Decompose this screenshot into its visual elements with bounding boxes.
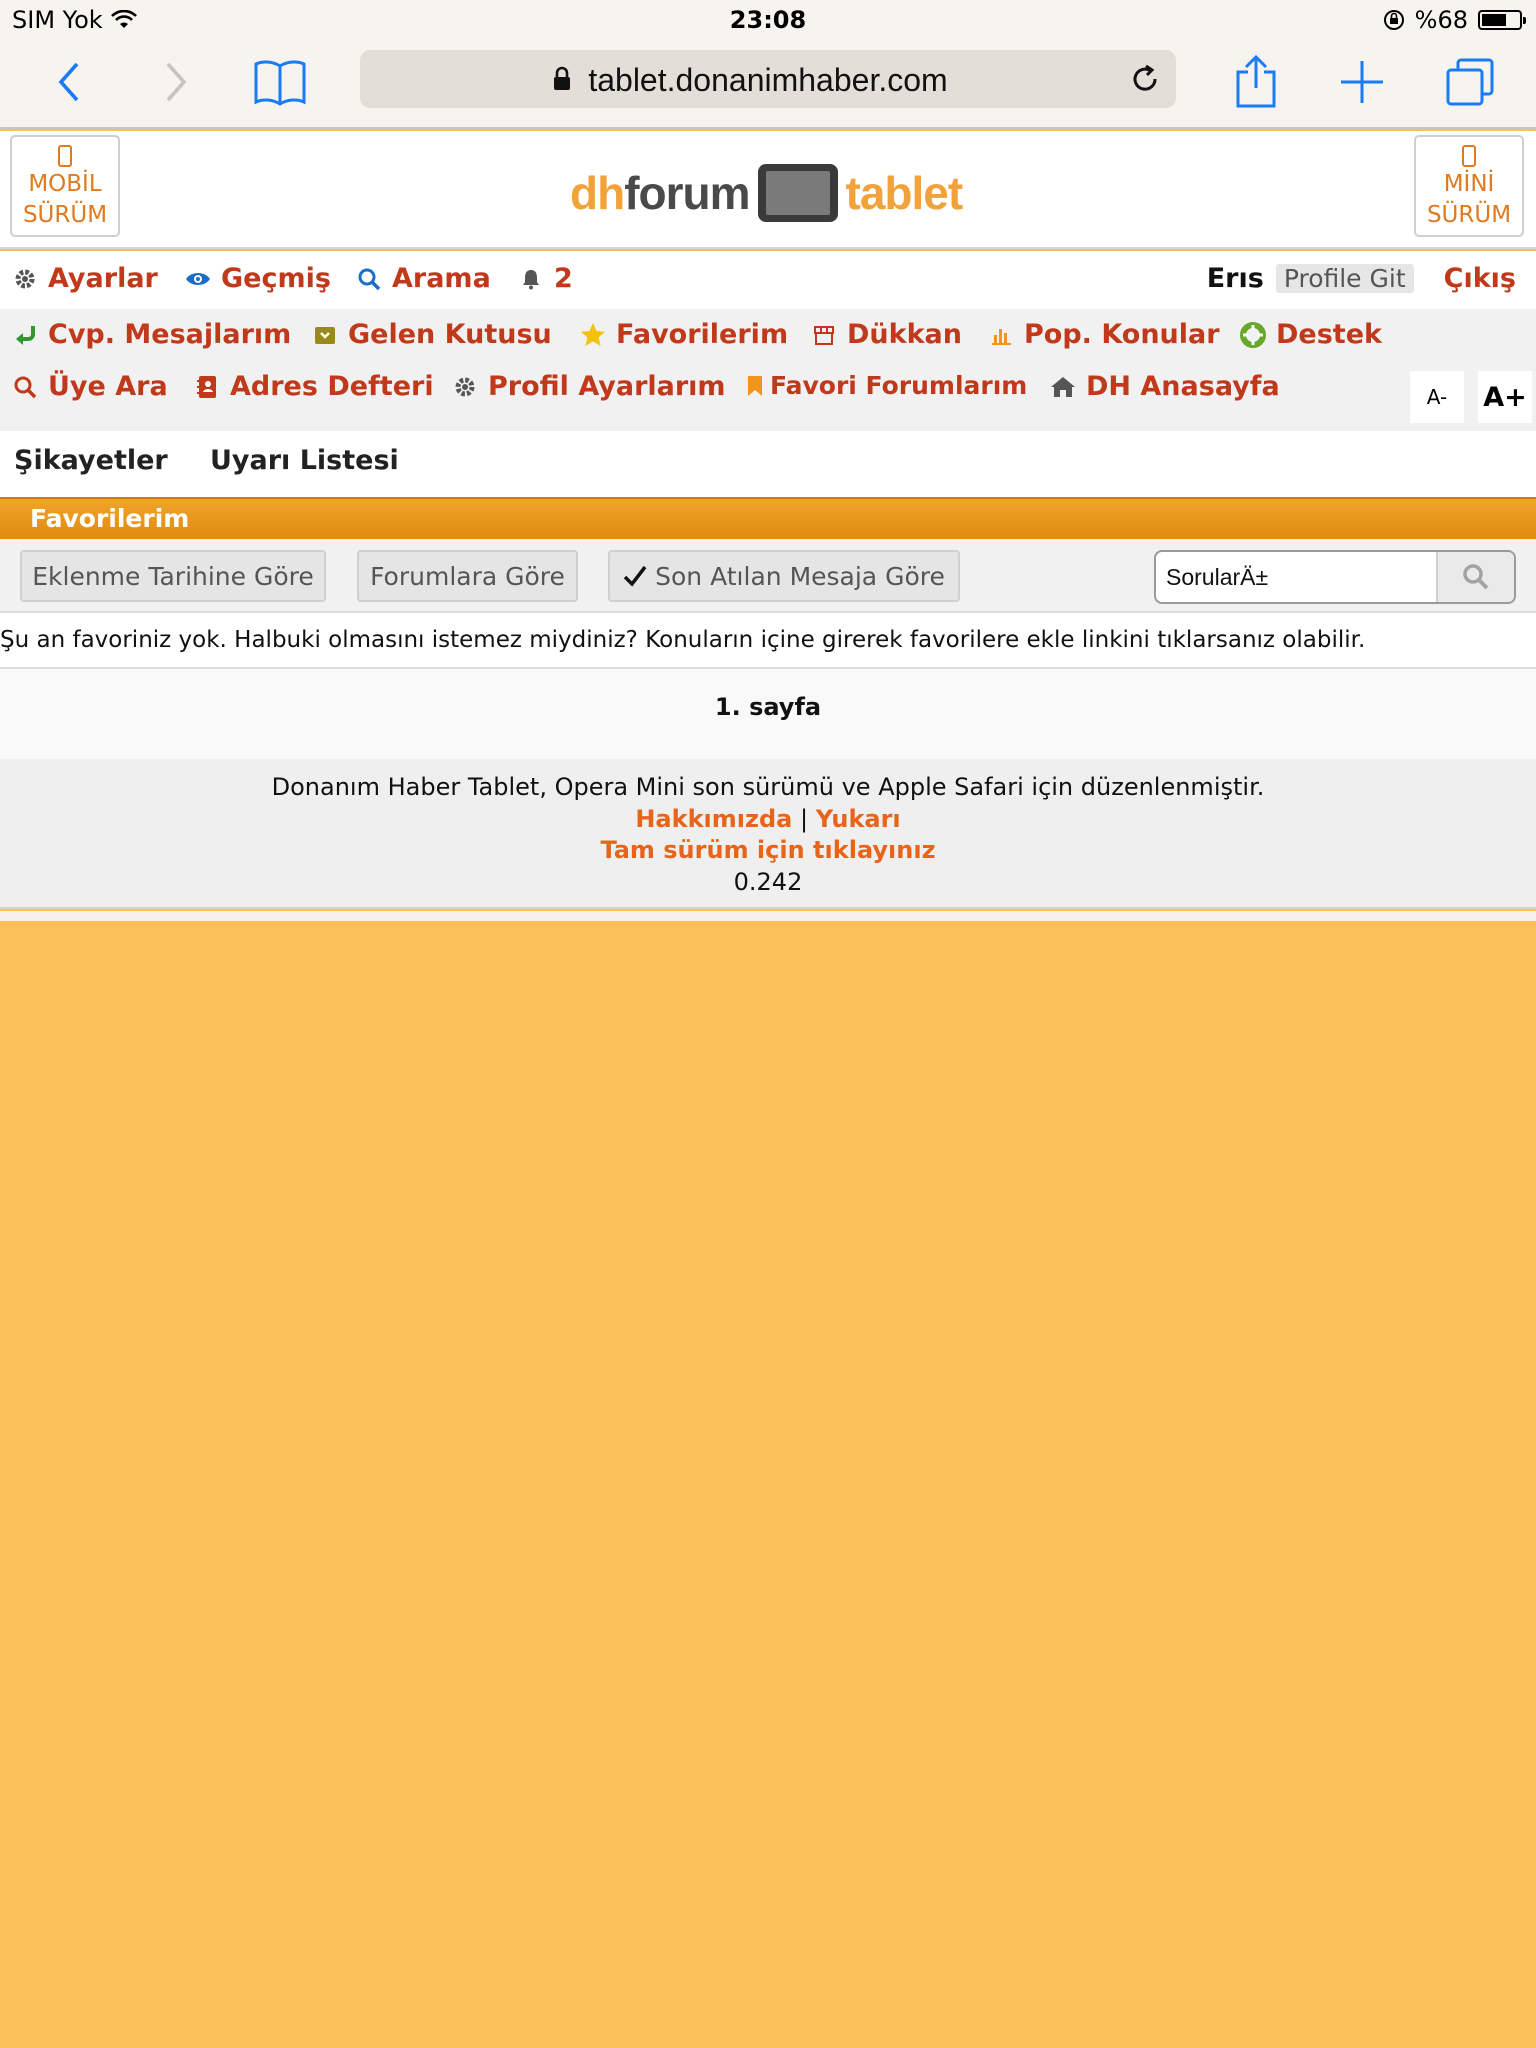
reload-icon[interactable] — [1128, 62, 1162, 96]
mini-version-button[interactable] — [1414, 135, 1524, 237]
nav-settings[interactable] — [12, 263, 158, 294]
logo-dh: dh — [570, 167, 625, 219]
pagination — [0, 669, 1536, 759]
phone-icon — [58, 145, 72, 167]
empty-favorites-message — [0, 613, 1536, 669]
primary-nav — [0, 251, 1536, 309]
nav-shop-label: Dükkan — [847, 319, 962, 350]
nav-home-label: DH Anasayfa — [1086, 371, 1280, 402]
nav-warning-list[interactable]: Uyarı Listesi — [210, 445, 399, 476]
back-icon[interactable] — [40, 54, 100, 110]
nav-complaints[interactable]: Şikayetler — [14, 445, 168, 476]
sort-by-forum-label: Forumlara Göre — [370, 561, 565, 591]
mini-version-line1: MİNİ — [1443, 171, 1495, 197]
status-bar — [0, 0, 1536, 40]
nav-history-label: Geçmiş — [221, 263, 331, 294]
footer-note: Donanım Haber Tablet, Opera Mini son sürümü ve Apple Safari için düzenlenmiştir. — [271, 773, 1265, 801]
section-header — [0, 497, 1536, 539]
sort-by-last-message-label: Son Atılan Mesaja Göre — [655, 561, 945, 591]
gear-icon — [452, 374, 478, 400]
favorites-search-input[interactable] — [1156, 552, 1438, 602]
back-to-top-link[interactable]: Yukarı — [815, 805, 901, 833]
font-larger-button[interactable]: A+ — [1478, 371, 1532, 423]
eye-icon — [185, 266, 211, 292]
sort-by-date-button[interactable] — [20, 550, 326, 602]
empty-message-text: Şu an favoriniz yok. Halbuki olmasını istemez miydiniz? Konuların içine girerek favorilere ekle linkini tıklarsanız olabilir. — [0, 627, 1366, 653]
sort-by-date-label: Eklenme Tarihine Göre — [32, 561, 314, 591]
nav-favorite-forums-label: Favori Forumlarım — [770, 371, 1028, 400]
nav-replies-label: Cvp. Mesajlarım — [48, 319, 292, 350]
browser-toolbar — [0, 40, 1536, 129]
favorites-search — [1154, 550, 1516, 604]
orientation-lock-icon — [1383, 9, 1405, 31]
section-title: Favorilerim — [30, 504, 190, 533]
lifebuoy-icon — [1240, 322, 1266, 348]
mini-version-line2: SÜRÜM — [1426, 202, 1512, 228]
new-tab-icon[interactable] — [1332, 54, 1392, 110]
mobile-version-line1: MOBİL — [28, 171, 102, 197]
nav-member-search[interactable] — [12, 371, 168, 402]
profile-button[interactable]: Profile Git — [1276, 264, 1414, 293]
nav-history[interactable] — [185, 263, 331, 294]
site-logo[interactable] — [570, 161, 962, 225]
footer-divider — [0, 911, 1536, 921]
bar-chart-icon — [988, 322, 1014, 348]
inbox-icon — [312, 322, 338, 348]
current-page: 1. sayfa — [714, 693, 822, 721]
nav-search[interactable] — [356, 263, 491, 294]
full-version-link[interactable]: Tam sürüm için tıklayınız — [600, 836, 936, 864]
nav-inbox-label: Gelen Kutusu — [348, 319, 552, 350]
tertiary-nav — [0, 431, 1536, 497]
address-bar[interactable] — [360, 50, 1176, 108]
forum-header — [0, 131, 1536, 249]
about-link[interactable]: Hakkımızda — [635, 805, 793, 833]
footer-links — [0, 805, 1536, 833]
mobile-version-line2: SÜRÜM — [22, 202, 108, 228]
forward-icon[interactable] — [145, 54, 205, 110]
render-time: 0.242 — [733, 868, 803, 896]
mobile-version-button[interactable] — [10, 135, 120, 237]
nav-profile-settings[interactable] — [452, 371, 726, 402]
bookmark-icon — [746, 373, 764, 399]
user-area — [1207, 263, 1516, 294]
secondary-nav — [0, 309, 1536, 431]
nav-profile-settings-label: Profil Ayarlarım — [488, 371, 726, 402]
nav-favorites[interactable] — [580, 319, 788, 350]
nav-address-book-label: Adres Defteri — [230, 371, 434, 402]
footer-full-version — [0, 836, 1536, 864]
nav-replies[interactable] — [12, 319, 291, 350]
search-icon — [356, 266, 382, 292]
nav-search-label: Arama — [392, 263, 491, 294]
battery-icon — [1478, 10, 1522, 30]
clock: 23:08 — [729, 6, 807, 34]
nav-settings-label: Ayarlar — [48, 263, 158, 294]
search-icon — [12, 374, 38, 400]
bookmarks-icon[interactable] — [250, 54, 310, 110]
sort-by-forum-button[interactable] — [357, 550, 578, 602]
username[interactable]: Erıs — [1206, 263, 1264, 294]
store-icon — [811, 322, 837, 348]
status-right — [1383, 6, 1522, 34]
nav-popular-label: Pop. Konular — [1024, 319, 1220, 350]
address-book-icon — [194, 374, 220, 400]
notification-count: 2 — [554, 263, 573, 294]
url-text: tablet.donanimhaber.com — [588, 62, 948, 98]
nav-popular[interactable] — [988, 319, 1220, 350]
nav-support[interactable] — [1240, 319, 1382, 350]
gear-icon — [12, 266, 38, 292]
search-submit-button[interactable] — [1436, 552, 1514, 602]
tabs-icon[interactable] — [1440, 54, 1500, 110]
nav-notifications[interactable] — [518, 263, 573, 294]
checkmark-icon — [623, 564, 647, 588]
star-icon — [580, 322, 606, 348]
phone-icon — [1462, 145, 1476, 167]
font-smaller-button[interactable]: A- — [1410, 371, 1464, 423]
sort-filters — [0, 539, 1536, 613]
reply-arrow-icon — [12, 322, 38, 348]
home-icon — [1050, 374, 1076, 400]
carrier-label: SIM Yok — [12, 6, 103, 34]
nav-inbox[interactable] — [312, 319, 552, 350]
share-icon[interactable] — [1226, 54, 1286, 110]
bell-icon — [518, 266, 544, 292]
nav-member-search-label: Üye Ara — [48, 371, 168, 402]
footer-separator: | — [799, 805, 809, 833]
logo-forum: forum — [624, 167, 750, 219]
nav-support-label: Destek — [1276, 319, 1382, 350]
battery-percent: %68 — [1414, 6, 1468, 34]
tablet-icon — [758, 164, 838, 222]
nav-home[interactable] — [1050, 371, 1280, 402]
footer — [0, 759, 1536, 909]
nav-favorite-forums[interactable] — [746, 371, 1027, 400]
nav-favorites-label: Favorilerim — [616, 319, 789, 350]
logout-link[interactable]: Çıkış — [1443, 263, 1516, 294]
nav-shop[interactable] — [811, 319, 962, 350]
sort-by-last-message-button[interactable] — [608, 550, 960, 602]
nav-address-book[interactable] — [194, 371, 434, 402]
logo-tablet: tablet — [845, 167, 963, 219]
search-icon — [1462, 563, 1490, 591]
